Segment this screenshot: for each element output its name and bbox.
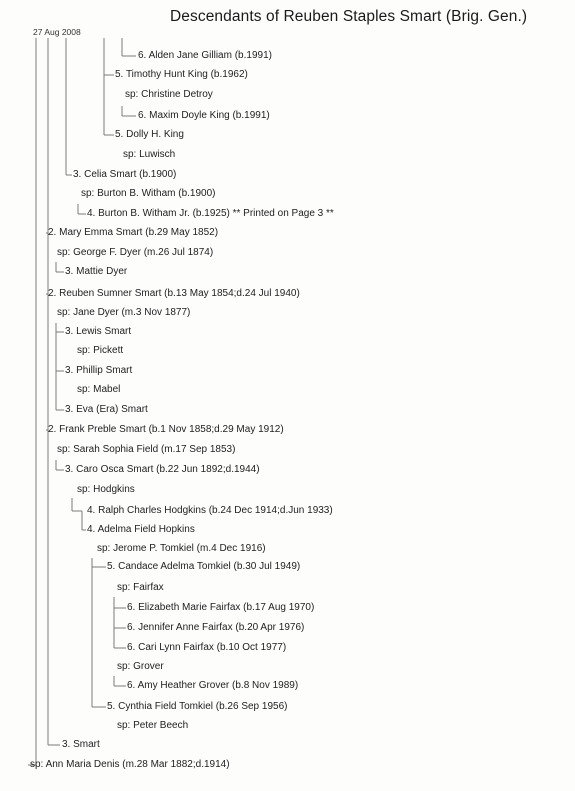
entry-burton-b-witham-jr: 4. Burton B. Witham Jr. (b.1925) ** Printed on Page 3 ** [87,208,334,219]
entry-mattie-dyer: 3. Mattie Dyer [65,266,128,277]
entry-phillip-smart: 3. Phillip Smart [65,365,133,376]
entry-spouse-fairfax: sp: Fairfax [117,582,164,593]
entry-mary-emma-smart: 2. Mary Emma Smart (b.29 May 1852) [48,227,219,238]
entry-candace-adelma-tomkiel: 5. Candace Adelma Tomkiel (b.30 Jul 1949) [107,561,301,572]
entry-spouse-hodgkins: sp: Hodgkins [77,484,135,495]
entry-spouse-ann-maria-denis: sp: Ann Maria Denis (m.28 Mar 1882;d.1914) [30,759,230,770]
entry-celia-smart: 3. Celia Smart (b.1900) [73,169,177,180]
entry-lewis-smart: 3. Lewis Smart [65,326,132,337]
entry-reuben-sumner-smart: 2. Reuben Sumner Smart (b.13 May 1854;d.24 Jul 1940) [48,288,300,299]
entry-ralph-charles-hodgkins: 4. Ralph Charles Hodgkins (b.24 Dec 1914;d.Jun 1933) [87,505,333,516]
entry-amy-heather-grover: 6. Amy Heather Grover (b.8 Nov 1989) [127,680,299,691]
entry-caro-osca-smart: 3. Caro Osca Smart (b.22 Jun 1892;d.1944) [65,464,260,475]
entry-spouse-george-f-dyer: sp: George F. Dyer (m.26 Jul 1874) [57,247,214,258]
entry-spouse-mabel: sp: Mabel [77,384,121,395]
entry-frank-preble-smart: 2. Frank Preble Smart (b.1 Nov 1858;d.29 May 1912) [48,424,284,435]
entry-cynthia-field-tomkiel: 5. Cynthia Field Tomkiel (b.26 Sep 1956) [107,701,288,712]
entry-smart: 3. Smart [62,739,100,750]
entry-timothy-hunt-king: 5. Timothy Hunt King (b.1962) [115,69,248,80]
entry-spouse-sarah-sophia-field: sp: Sarah Sophia Field (m.17 Sep 1853) [57,444,236,455]
entry-spouse-grover: sp: Grover [117,661,164,672]
entry-spouse-peter-beech: sp: Peter Beech [117,720,189,731]
entry-elizabeth-marie-fairfax: 6. Elizabeth Marie Fairfax (b.17 Aug 1970) [127,602,315,613]
entry-adelma-field-hopkins: 4. Adelma Field Hopkins [87,524,195,535]
entry-spouse-luwisch: sp: Luwisch [123,149,176,160]
entry-maxim-doyle-king: 6. Maxim Doyle King (b.1991) [138,110,270,121]
entry-spouse-jane-dyer: sp: Jane Dyer (m.3 Nov 1877) [57,307,191,318]
entry-alden-jane-gilliam: 6. Alden Jane Gilliam (b.1991) [138,50,272,61]
entry-cari-lynn-fairfax: 6. Cari Lynn Fairfax (b.10 Oct 1977) [127,642,287,653]
entry-spouse-pickett: sp: Pickett [77,345,124,356]
entry-dolly-h-king: 5. Dolly H. King [115,129,184,140]
chart-title: Descendants of Reuben Staples Smart (Brig. Gen.) [170,8,528,25]
entry-spouse-jerome-p-tomkiel: sp: Jerome P. Tomkiel (m.4 Dec 1916) [97,543,266,554]
entry-jennifer-anne-fairfax: 6. Jennifer Anne Fairfax (b.20 Apr 1976) [127,622,305,633]
entry-spouse-burton-b-witham: sp: Burton B. Witham (b.1900) [81,188,216,199]
entry-eva-era-smart: 3. Eva (Era) Smart [65,404,148,415]
print-date: 27 Aug 2008 [33,27,81,37]
entry-spouse-christine-detroy: sp: Christine Detroy [125,89,213,100]
